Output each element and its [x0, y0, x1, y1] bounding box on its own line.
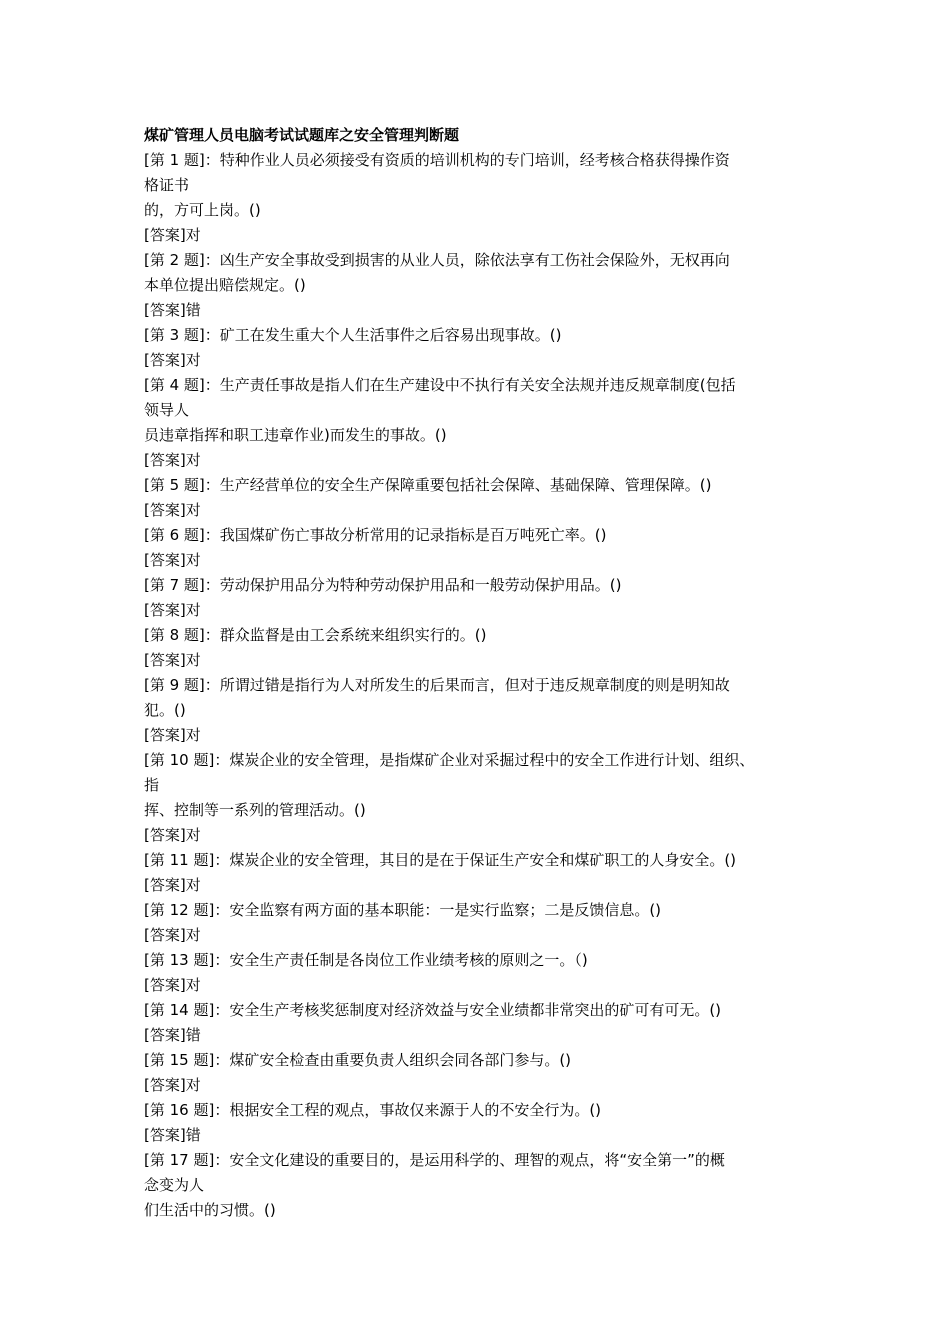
answer-line: [答案]对	[144, 651, 201, 669]
text-line: 犯。()	[144, 701, 186, 719]
text-line: [第 10 题]：煤炭企业的安全管理，是指煤矿企业对采掘过程中的安全工作进行计划、组织、	[144, 751, 755, 769]
text-line: [第 4 题]：生产责任事故是指人们在生产建设中不执行有关安全法规并违反规章制度(包括	[144, 376, 736, 394]
answer-line: [答案]对	[144, 601, 201, 619]
text-line: 念变为人	[144, 1176, 205, 1194]
document-title: 煤矿管理人员电脑考试试题库之安全管理判断题	[144, 126, 460, 144]
text-line: [第 7 题]：劳动保护用品分为特种劳动保护用品和一般劳动保护用品。()	[144, 576, 622, 594]
text-line: [第 9 题]：所谓过错是指行为人对所发生的后果而言，但对于违反规章制度的则是明知故	[144, 676, 730, 694]
text-line: [第 12 题]：安全监察有两方面的基本职能：一是实行监察；二是反馈信息。()	[144, 901, 662, 919]
text-line: [第 5 题]：生产经营单位的安全生产保障重要包括社会保障、基础保障、管理保障。()	[144, 476, 712, 494]
text-line: 的，方可上岗。()	[144, 201, 261, 219]
text-line: [第 1 题]：特种作业人员必须接受有资质的培训机构的专门培训，经考核合格获得操作资	[144, 151, 730, 169]
text-line: [第 13 题]：安全生产责任制是各岗位工作业绩考核的原则之一。（)	[144, 951, 588, 969]
text-line: [第 8 题]：群众监督是由工会系统来组织实行的。()	[144, 626, 487, 644]
answer-line: [答案]对	[144, 876, 201, 894]
answer-line: [答案]对	[144, 926, 201, 944]
text-line: 本单位提出赔偿规定。()	[144, 276, 306, 294]
text-line: [第 6 题]：我国煤矿伤亡事故分析常用的记录指标是百万吨死亡率。()	[144, 526, 607, 544]
answer-line: [答案]对	[144, 976, 201, 994]
text-line: 们生活中的习惯。()	[144, 1201, 276, 1219]
answer-line: [答案]对	[144, 501, 201, 519]
text-line: [第 17 题]：安全文化建设的重要目的，是运用科学的、理智的观点，将“安全第一”的概	[144, 1151, 725, 1169]
text-line: [第 14 题]：安全生产考核奖惩制度对经济效益与安全业绩都非常突出的矿可有可无。()	[144, 1001, 722, 1019]
answer-line: [答案]对	[144, 551, 201, 569]
answer-line: [答案]对	[144, 226, 201, 244]
answer-line: [答案]对	[144, 1076, 201, 1094]
document-body	[144, 123, 824, 1223]
answer-line: [答案]对	[144, 451, 201, 469]
text-line: 挥、控制等一系列的管理活动。()	[144, 801, 366, 819]
text-line: 领导人	[144, 401, 190, 419]
answer-line: [答案]错	[144, 1026, 201, 1044]
text-line: [第 3 题]：矿工在发生重大个人生活事件之后容易出现事故。()	[144, 326, 562, 344]
answer-line: [答案]对	[144, 726, 201, 744]
answer-line: [答案]对	[144, 351, 201, 369]
text-line: 格证书	[144, 176, 190, 194]
text-line: [第 11 题]：煤炭企业的安全管理，其目的是在于保证生产安全和煤矿职工的人身安全。()	[144, 851, 737, 869]
text-line: 员违章指挥和职工违章作业)而发生的事故。()	[144, 426, 447, 444]
answer-line: [答案]对	[144, 826, 201, 844]
text-line: [第 15 题]：煤矿安全检查由重要负责人组织会同各部门参与。()	[144, 1051, 572, 1069]
answer-line: [答案]错	[144, 1126, 201, 1144]
text-line: [第 16 题]：根据安全工程的观点，事故仅来源于人的不安全行为。()	[144, 1101, 602, 1119]
text-line: [第 2 题]：凶生产安全事故受到损害的从业人员，除依法享有工伤社会保险外，无权再向	[144, 251, 730, 269]
answer-line: [答案]错	[144, 301, 201, 319]
text-line: 指	[144, 776, 160, 794]
